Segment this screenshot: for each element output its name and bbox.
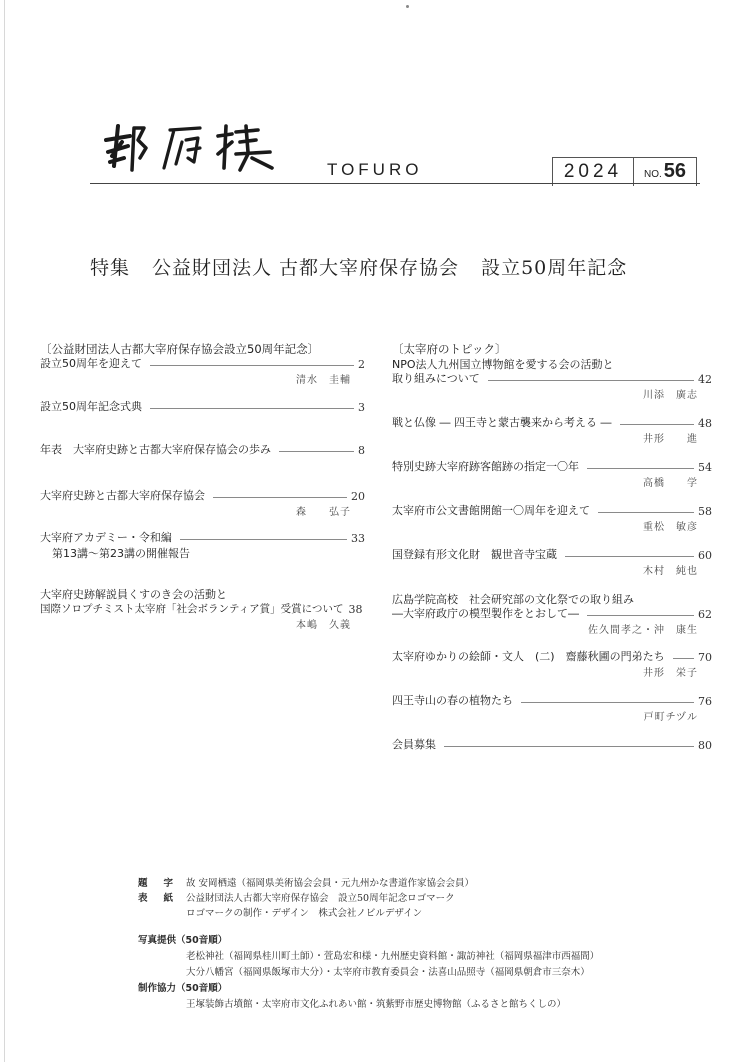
toc-entry-title: 会員募集 (392, 738, 436, 751)
toc-entry[interactable] (40, 399, 365, 414)
feature-headline (90, 253, 710, 280)
toc-entry-title: 国際ソロプチミスト太宰府「社会ボランティア賞」受賞について (40, 603, 344, 615)
toc-entry-page: 33 (351, 532, 365, 545)
credit-heading-cooperation: 制作協力（50音順） (138, 983, 228, 994)
toc-entry-title: 設立50周年記念式典 (40, 400, 142, 413)
toc-entry-title: 大宰府アカデミー・令和編 (40, 531, 172, 544)
leader-line (587, 615, 694, 616)
toc-entry-title-line1: NPO法人九州国立博物館を愛する会の活動と (392, 358, 614, 371)
toc-entry-title: 特別史跡大宰府跡客館跡の指定一〇年 (392, 460, 579, 473)
toc-entry-page: 38 (348, 603, 363, 616)
toc-entry-author: 本嶋 久義 (296, 620, 351, 631)
credit-value: 公益財団法人古都大宰府保存協会 設立50周年記念ロゴマーク (186, 893, 455, 904)
issue-number (634, 158, 696, 186)
toc-entry[interactable] (40, 586, 365, 630)
toc-entry[interactable] (392, 737, 712, 752)
toc-entry[interactable] (392, 503, 712, 532)
toc-entry-author: 井形 進 (643, 434, 698, 445)
toc-entry-author: 高橋 学 (643, 478, 698, 489)
toc-entry-title: 太宰府ゆかりの絵師・文人 (二) 齋藤秋圃の門弟たち (392, 650, 665, 663)
leader-line (587, 468, 694, 469)
toc-entry-title: 年表 大宰府史跡と古都大宰府保存協会の歩み (40, 443, 271, 456)
leader-line (150, 365, 354, 366)
credit-key: 題字 (138, 878, 190, 889)
toc-entry-title: 大宰府史跡と古都大宰府保存協会 (40, 489, 205, 502)
issue-no-value: 56 (663, 160, 687, 182)
toc-entry-page: 58 (698, 505, 712, 518)
toc-entry[interactable] (392, 415, 712, 444)
toc-entry-page: 70 (698, 651, 712, 664)
issue-year: 2024 (553, 158, 634, 186)
toc-entry-title: 取り組みについて (392, 372, 480, 385)
leader-line (565, 556, 694, 557)
toc-entry-page: 62 (698, 608, 712, 621)
toc-entry[interactable] (40, 530, 365, 560)
toc-entry-title: 太宰府市公文書館開館一〇周年を迎えて (392, 504, 590, 517)
feature-org: 公益財団法人 古都大宰府保存協会 (152, 257, 460, 279)
toc-right-column (392, 341, 712, 752)
leader-line (488, 380, 694, 381)
toc-entry-page: 2 (358, 358, 365, 371)
leader-line (620, 424, 695, 425)
leader-line (279, 451, 354, 452)
issue-no-label: NO. (643, 169, 662, 180)
toc-entry-title: 戦と仏像 ― 四王寺と蒙古襲来から考える ― (392, 416, 612, 429)
toc-entry-author: 森 弘子 (296, 507, 351, 518)
toc-entry-page: 48 (698, 417, 712, 430)
toc-entry-author: 重松 敏彦 (643, 522, 698, 533)
toc-entry-page: 80 (698, 739, 712, 752)
leader-line (521, 702, 694, 703)
credit-key: 表紙 (138, 893, 190, 904)
toc-entry-author: 川添 廣志 (643, 390, 698, 401)
toc-entry-title: 国登録有形文化財 観世音寺宝蔵 (392, 548, 557, 561)
credit-photo-item: 老松神社（福岡県桂川町土師）・萱島宏和様・九州歴史資料館・諏訪神社（福岡県福津市西福間） (186, 951, 600, 962)
credits-block (138, 875, 599, 1012)
toc-entry[interactable] (40, 488, 365, 517)
toc-entry-page: 54 (698, 461, 712, 474)
toc-entry-subtitle: 第13講～第23講の開催報告 (52, 547, 190, 560)
leader-line (180, 539, 347, 540)
page-edge (4, 0, 5, 1062)
toc-entry[interactable] (392, 547, 712, 576)
toc-entry-page: 60 (698, 549, 712, 562)
toc-entry-title: 四王寺山の春の植物たち (392, 694, 513, 707)
toc-entry-page: 42 (698, 373, 712, 386)
toc-entry-page: 8 (358, 444, 365, 457)
credit-cover (138, 890, 599, 905)
leader-line (150, 408, 354, 409)
masthead-rule (90, 183, 700, 184)
toc-entry[interactable] (392, 356, 712, 400)
toc-entry-title: ―大宰府政庁の模型製作をとおして― (392, 607, 579, 620)
magazine-romaji-title: TOFURO (327, 160, 423, 179)
toc-entry-author: 清水 圭輔 (296, 375, 351, 386)
toc-entry-page: 20 (351, 490, 365, 503)
leader-line (213, 497, 347, 498)
leader-line (598, 512, 694, 513)
credit-title-calligraphy (138, 875, 599, 890)
toc-entry-page: 3 (358, 401, 365, 414)
toc-entry-title-line1: 大宰府史跡解説員くすのき会の活動と (40, 588, 227, 601)
feature-label: 特集 (90, 257, 131, 279)
credit-value: 故 安岡栖遠（福岡県美術協会会員・元九州かな書道作家協会会員） (186, 878, 475, 889)
calligraphy-logo (100, 118, 280, 180)
credit-photo-item: 大分八幡宮（福岡県飯塚市大分）・太宰府市教育委員会・法喜山品照寺（福岡県朝倉市三奈木） (186, 967, 590, 978)
toc-entry[interactable] (392, 459, 712, 488)
issue-box (552, 157, 697, 186)
toc-section-heading: 〔太宰府のトピック〕 (392, 342, 507, 356)
toc-entry[interactable] (392, 693, 712, 722)
credit-coop-item: 王塚装飾古墳館・太宰府市文化ふれあい館・筑紫野市歴史博物館（ふるさと館ちくしの） (186, 999, 567, 1010)
toc-entry-title-line1: 広島学院高校 社会研究部の文化祭での取り組み (392, 593, 634, 606)
feature-title: 設立50周年記念 (481, 257, 628, 279)
toc-entry[interactable] (40, 442, 365, 457)
credit-heading-photos: 写真提供（50音順） (138, 935, 228, 946)
credit-value: ロゴマークの制作・デザイン 株式会社ノビルデザイン (186, 908, 423, 919)
toc-entry-page: 76 (698, 695, 712, 708)
toc-entry-author: 佐久間孝之・沖 康生 (588, 625, 698, 636)
toc-entry-author: 井形 栄子 (643, 668, 698, 679)
toc-entry-author: 木村 純也 (643, 566, 698, 577)
scan-mark (406, 5, 409, 8)
toc-entry-title: 設立50周年を迎えて (40, 357, 142, 370)
toc-entry[interactable] (392, 649, 712, 678)
toc-entry-author: 戸町チヅル (643, 712, 698, 723)
toc-section-heading: 〔公益財団法人古都大宰府保存協会設立50周年記念〕 (40, 342, 320, 356)
toc-entry[interactable] (40, 356, 365, 385)
toc-left-column (40, 341, 365, 631)
calligraphy-logo-mark (100, 118, 280, 180)
toc-entry[interactable] (392, 591, 712, 635)
leader-line (444, 746, 694, 747)
leader-line (673, 658, 694, 659)
